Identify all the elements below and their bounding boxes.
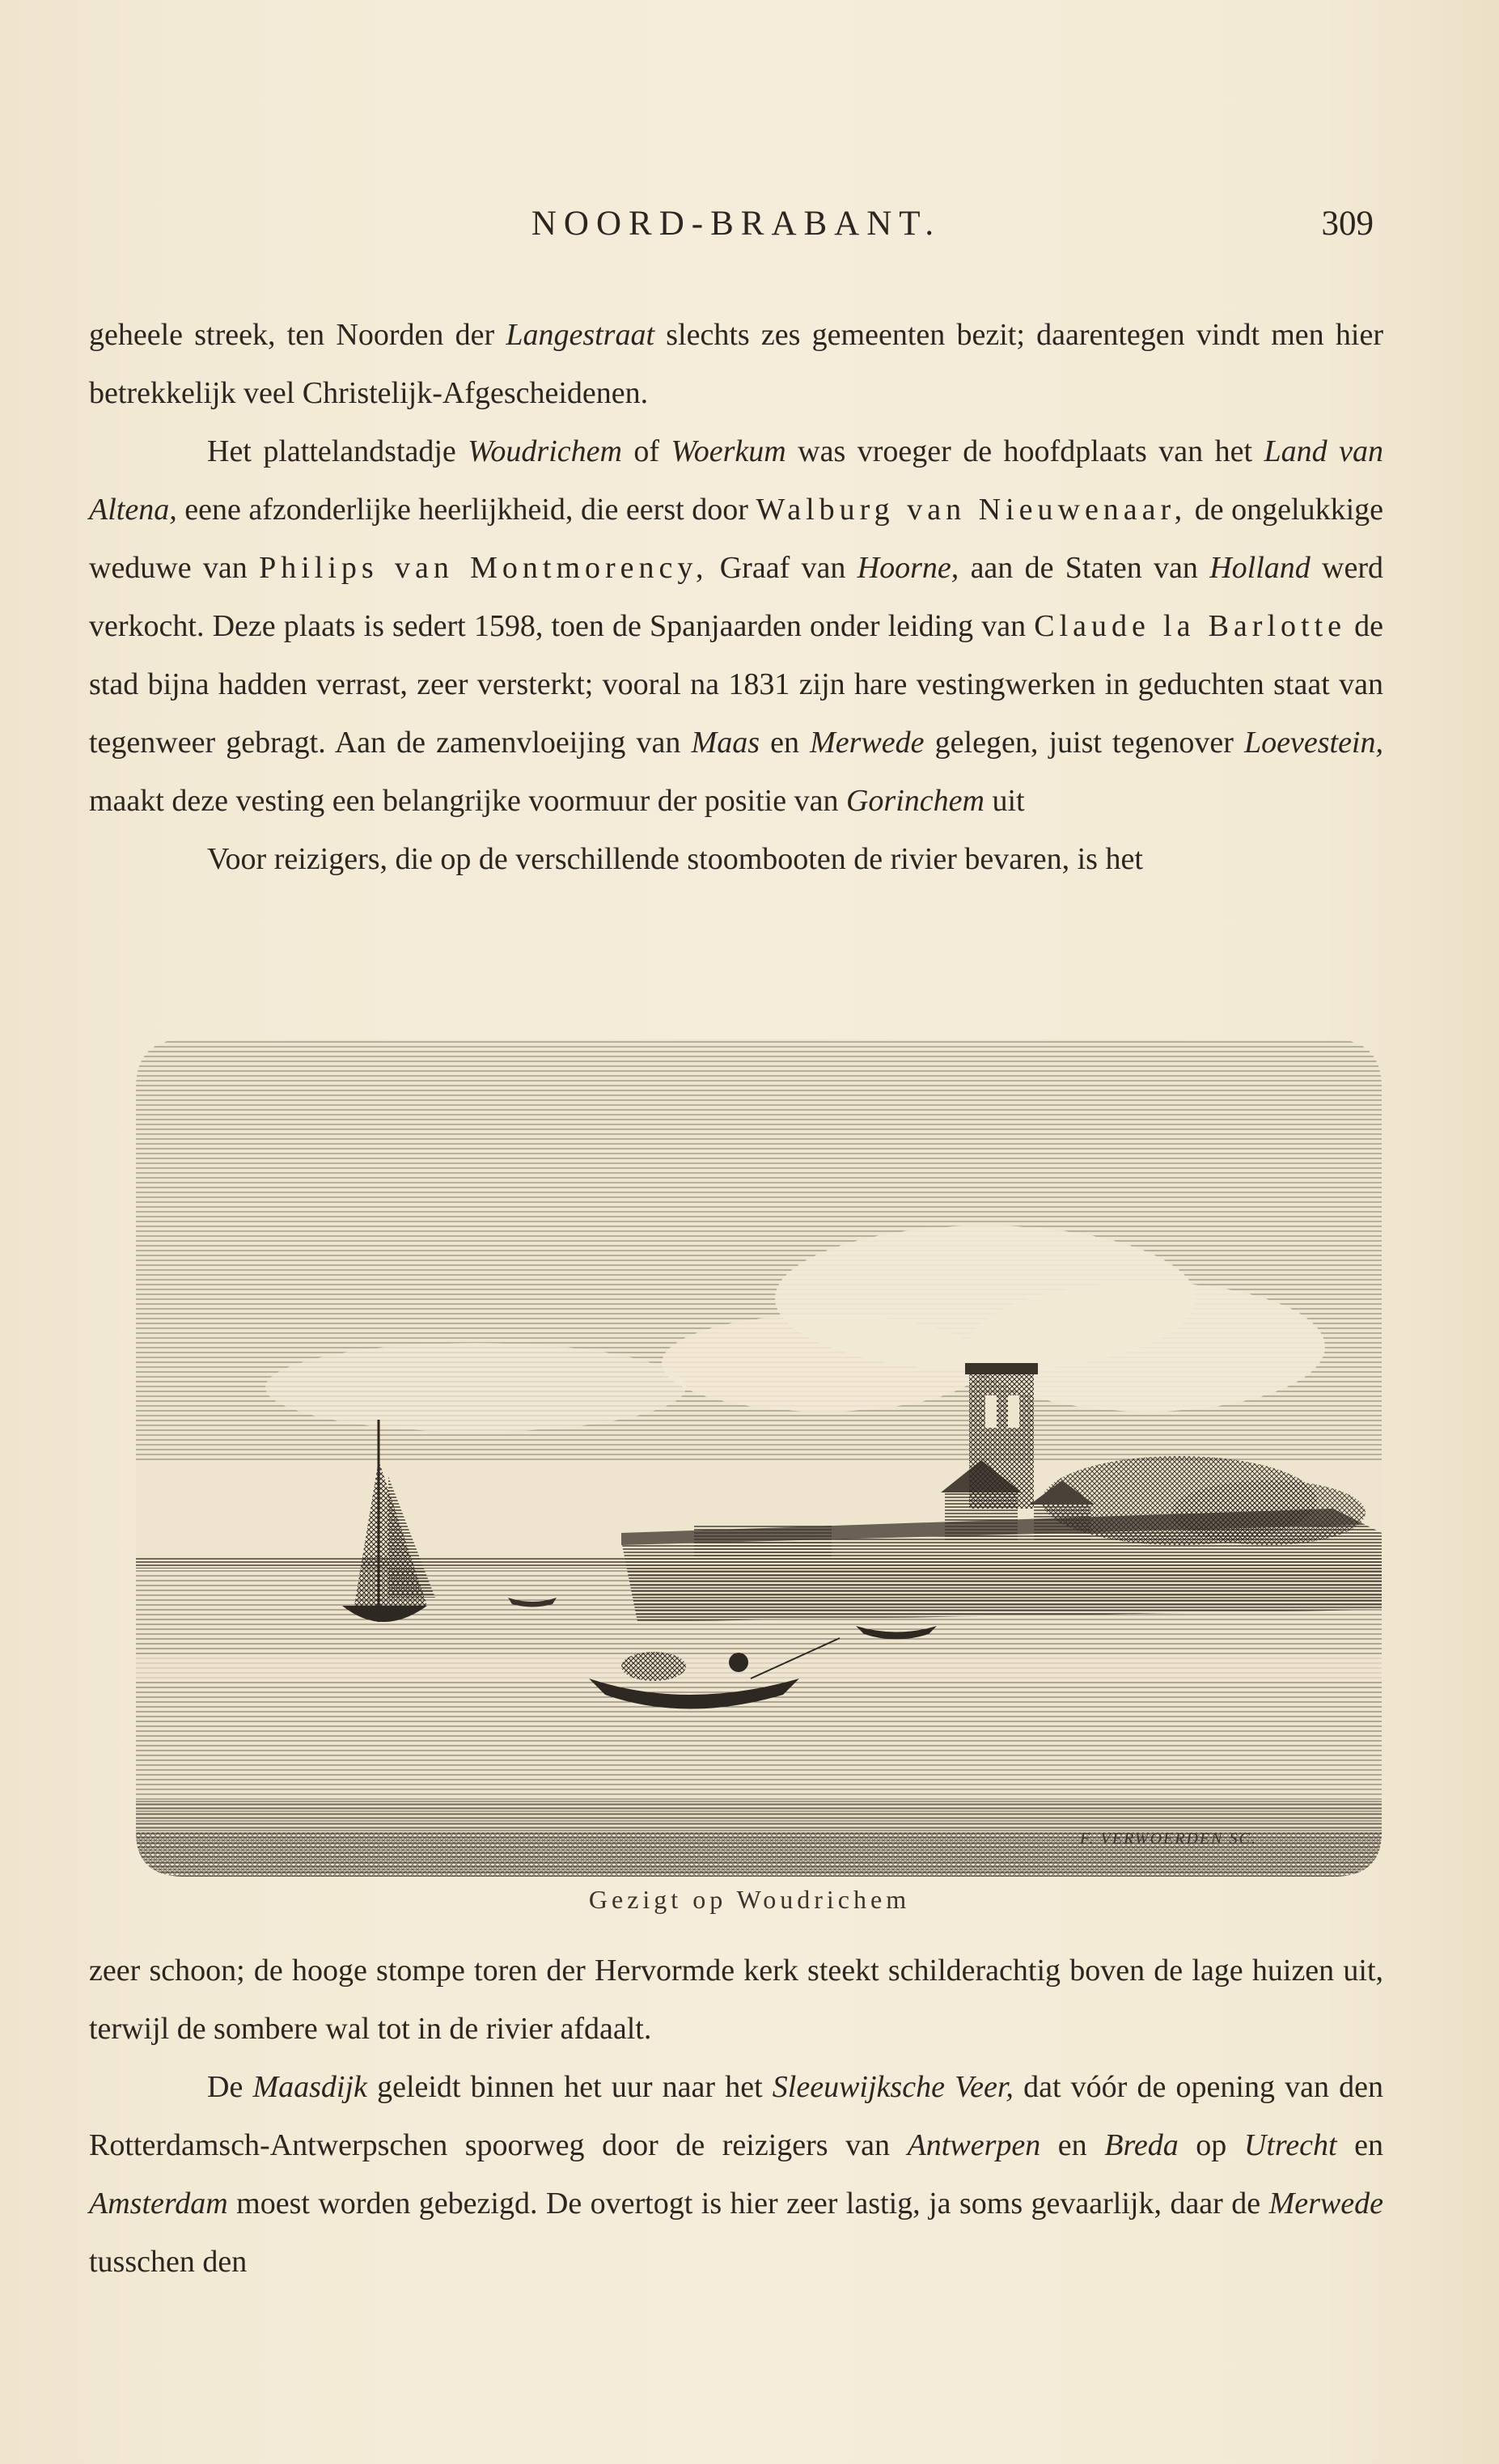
text-run: De xyxy=(207,2070,253,2104)
engraver-signature: F. VERWOERDEN SC. xyxy=(1080,1830,1257,1848)
text-run: de ongelukkige weduwe van xyxy=(89,493,1383,585)
place-name: Maas xyxy=(691,726,760,760)
engraving-woudrichem xyxy=(136,1039,1382,1877)
text-run: maakt deze vesting een belangrijke voormuur der positie van xyxy=(89,784,846,818)
place-name: Merwede xyxy=(1268,2187,1383,2221)
text-run: en xyxy=(1336,2128,1383,2162)
place-name: Antwerpen xyxy=(907,2128,1041,2162)
place-name: Amsterdam xyxy=(89,2187,228,2221)
chapter-title: NOORD-BRABANT. xyxy=(531,205,942,243)
text-run: en xyxy=(760,726,811,760)
text-run: tusschen den xyxy=(89,2245,248,2279)
text-run: geheele streek, ten Noorden der xyxy=(89,318,506,352)
text-run: zeer schoon; de hooge stompe toren der Hervormde kerk steekt schilderachtig boven de lage huizen uit, terwijl de sombere wal tot in de rivier afdaalt. xyxy=(89,1954,1383,2046)
text-run: eene afzonderlijke heerlijkheid, die eerst door xyxy=(176,493,756,527)
person-name: Claude la Barlotte xyxy=(1034,609,1346,643)
text-run: op xyxy=(1178,2128,1244,2162)
running-header xyxy=(89,204,1383,252)
text-run: Het plattelandstadje xyxy=(207,434,468,468)
text-run: Graaf van xyxy=(708,551,857,585)
place-name: Hoorne, xyxy=(857,551,959,585)
paragraph-5 xyxy=(89,2058,1383,2291)
text-run: moest worden gebezigd. De overtogt is hier zeer lastig, ja soms gevaarlijk, daar de xyxy=(227,2187,1269,2221)
place-name: Gorinchem xyxy=(845,784,985,818)
text-run: slechts zes gemeenten bezit; daarentegen vindt men hier betrekkelijk veel Christelijk-Afgescheidenen. xyxy=(89,318,1383,410)
person-name: Walburg van Nieuwenaar, xyxy=(756,493,1188,527)
text-block-top xyxy=(89,306,1383,888)
place-name: Langestraat xyxy=(506,318,655,352)
paragraph-1 xyxy=(89,306,1383,422)
place-name: Loevestein, xyxy=(1243,726,1383,760)
text-run: was vroeger de hoofdplaats van het xyxy=(785,434,1264,468)
place-name: Sleeuwijksche Veer, xyxy=(772,2070,1014,2104)
place-name: Land van Altena, xyxy=(89,434,1383,527)
text-run: dat vóór de opening van den Rotterdamsch-Antwerpschen spoorweg door de reizigers van xyxy=(89,2070,1384,2162)
text-run: uit xyxy=(984,784,1025,818)
paragraph-3 xyxy=(89,830,1383,888)
place-name: Maasdijk xyxy=(252,2070,367,2104)
text-run: werd verkocht. Deze plaats is sedert 1598, toen de Spanjaarden onder leiding van xyxy=(89,551,1384,643)
place-name: Woerkum xyxy=(671,434,786,468)
text-run: geleidt binnen het uur naar het xyxy=(366,2070,773,2104)
text-run: Voor reizigers, die op de verschillende stoombooten de rivier bevaren, is het xyxy=(207,842,1143,876)
place-name: Woudrichem xyxy=(468,434,622,468)
illustration-caption: Gezigt op Woudrichem xyxy=(588,1885,911,1914)
text-run: of xyxy=(621,434,671,468)
person-name: Philips van Montmorency, xyxy=(259,551,709,585)
text-block-bottom xyxy=(89,1941,1383,2291)
place-name: Holland xyxy=(1209,551,1311,585)
text-run: en xyxy=(1040,2128,1105,2162)
place-name: Utrecht xyxy=(1243,2128,1337,2162)
page-number: 309 xyxy=(1321,205,1374,243)
text-run: aan de Staten van xyxy=(959,551,1210,585)
paragraph-2 xyxy=(89,422,1383,830)
place-name: Breda xyxy=(1104,2128,1179,2162)
place-name: Merwede xyxy=(810,726,925,760)
text-run: de stad bijna hadden verrast, zeer versterkt; vooral na 1831 zijn hare vestingwerken in geduchten staat van tegenweer gebragt. Aan de zamenvloeijing van xyxy=(89,609,1383,760)
paragraph-4 xyxy=(89,1941,1383,2058)
text-run: gelegen, juist tegenover xyxy=(924,726,1244,760)
